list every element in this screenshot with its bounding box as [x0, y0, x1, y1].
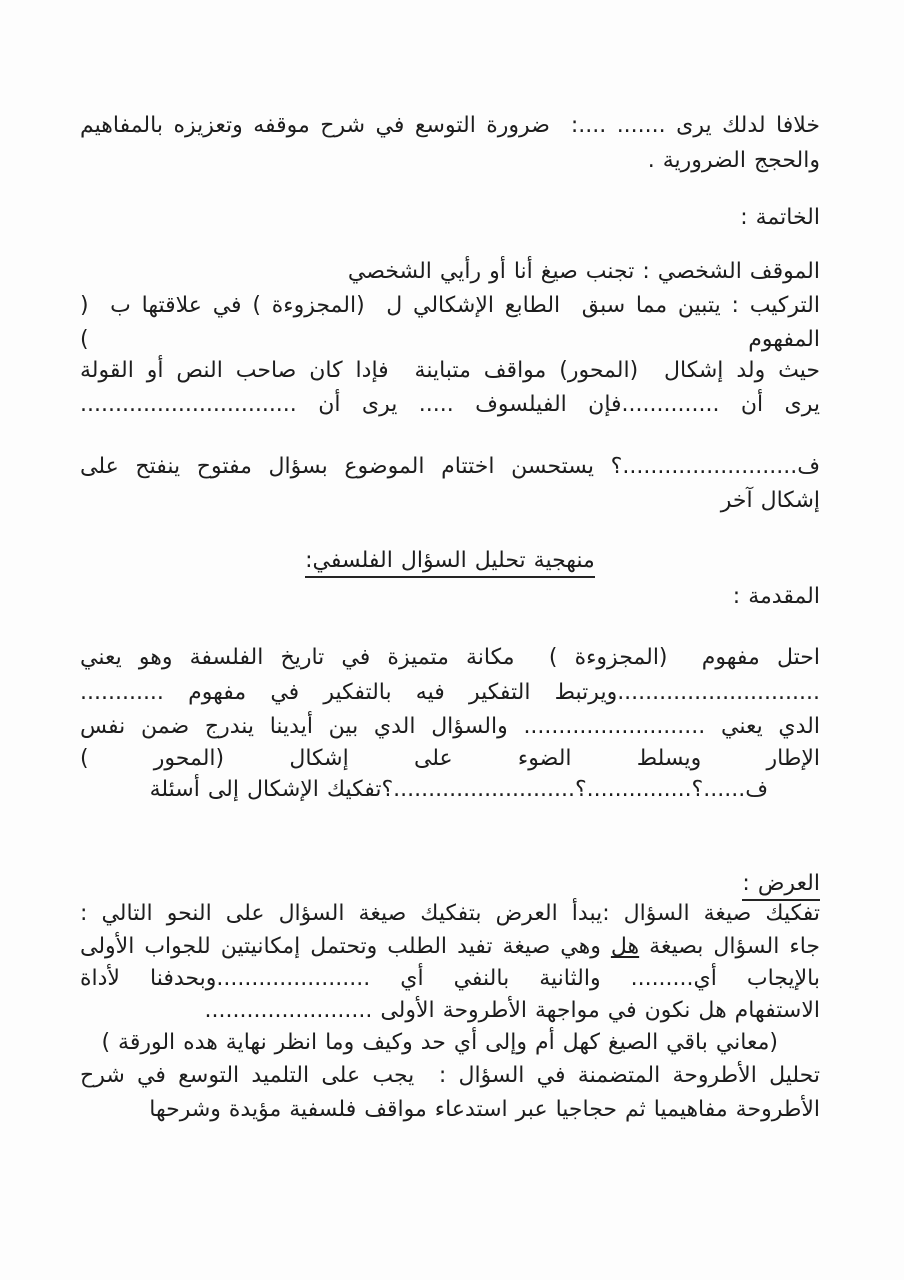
doc-line: خلافا لدلك يرى ....... ....: ضرورة التوسع في شرح موقفه وتعزيزه بالمفاهيم	[80, 113, 820, 138]
doc-line: الدي يعني .......................... والسؤال الدي بين أيدينا يندرج ضمن نفس	[80, 714, 820, 739]
doc-line: حيث ولد إشكال (المحور) مواقف متباينة فإدا كان صاحب النص أو القولة	[80, 358, 820, 383]
doc-line: تفكيك صيغة السؤال :يبدأ العرض بتفكيك صيغة السؤال على النحو التالي :	[80, 901, 820, 926]
doc-line	[80, 931, 820, 962]
section-heading-body-text: العرض :	[742, 871, 820, 901]
doc-line: والحجج الضرورية .	[647, 148, 820, 173]
section-heading-method	[80, 545, 820, 576]
doc-line: الأطروحة مفاهيميا ثم حجاجيا عبر استدعاء مواقف فلسفية مؤيدة وشرحها	[149, 1097, 820, 1122]
underlined-word: هل	[610, 934, 640, 959]
doc-line: .............................ويرتبط التفكير فيه بالتفكير في مفهوم ............	[80, 680, 820, 705]
section-heading-method-text: منهجية تحليل السؤال الفلسفي:	[305, 548, 595, 578]
doc-line: المفهوم )	[80, 327, 820, 352]
section-heading-conclusion: الخاتمة :	[740, 205, 820, 230]
doc-line: الإطار ويسلط الضوء على إشكال (المحور )	[80, 746, 820, 771]
doc-line: الموقف الشخصي : تجنب صيغ أنا أو رأيي الشخصي	[347, 259, 820, 284]
doc-line-part: وهي صيغة تفيد الطلب وتحتمل إمكانيتين للجواب الأولى	[80, 934, 611, 959]
doc-line: ف......؟...............؟..........................؟تفكيك الإشكال إلى أسئلة	[149, 777, 768, 802]
section-heading-body	[80, 868, 820, 899]
section-heading-intro: المقدمة :	[732, 584, 820, 609]
doc-line: (معاني باقي الصيغ كهل أم وإلى أي حد وكيف وما انظر نهاية هده الورقة )	[101, 1030, 778, 1055]
doc-line: يرى أن ..............فإن الفيلسوف ..... يرى أن ...............................	[80, 392, 820, 417]
doc-line: تحليل الأطروحة المتضمنة في السؤال : يجب على التلميد التوسع في شرح	[80, 1063, 820, 1088]
doc-line: بالإيجاب أي......... والثانية بالنفي أي ......................وبحدفنا لأداة	[80, 966, 820, 991]
doc-line: التركيب : يتبين مما سبق الطابع الإشكالي ل (المجزوءة ) في علاقتها ب (	[80, 293, 820, 318]
doc-line-part: جاء السؤال بصيغة	[639, 934, 821, 959]
doc-line: الاستفهام هل نكون في مواجهة الأطروحة الأولى ........................	[204, 998, 820, 1023]
doc-line: احتل مفهوم (المجزوءة ) مكانة متميزة في تاريخ الفلسفة وهو يعني	[80, 645, 820, 670]
doc-line: إشكال آخر	[720, 488, 820, 513]
doc-line: ف.........................؟ يستحسن اختتام الموضوع بسؤال مفتوح ينفتح على	[80, 454, 820, 479]
